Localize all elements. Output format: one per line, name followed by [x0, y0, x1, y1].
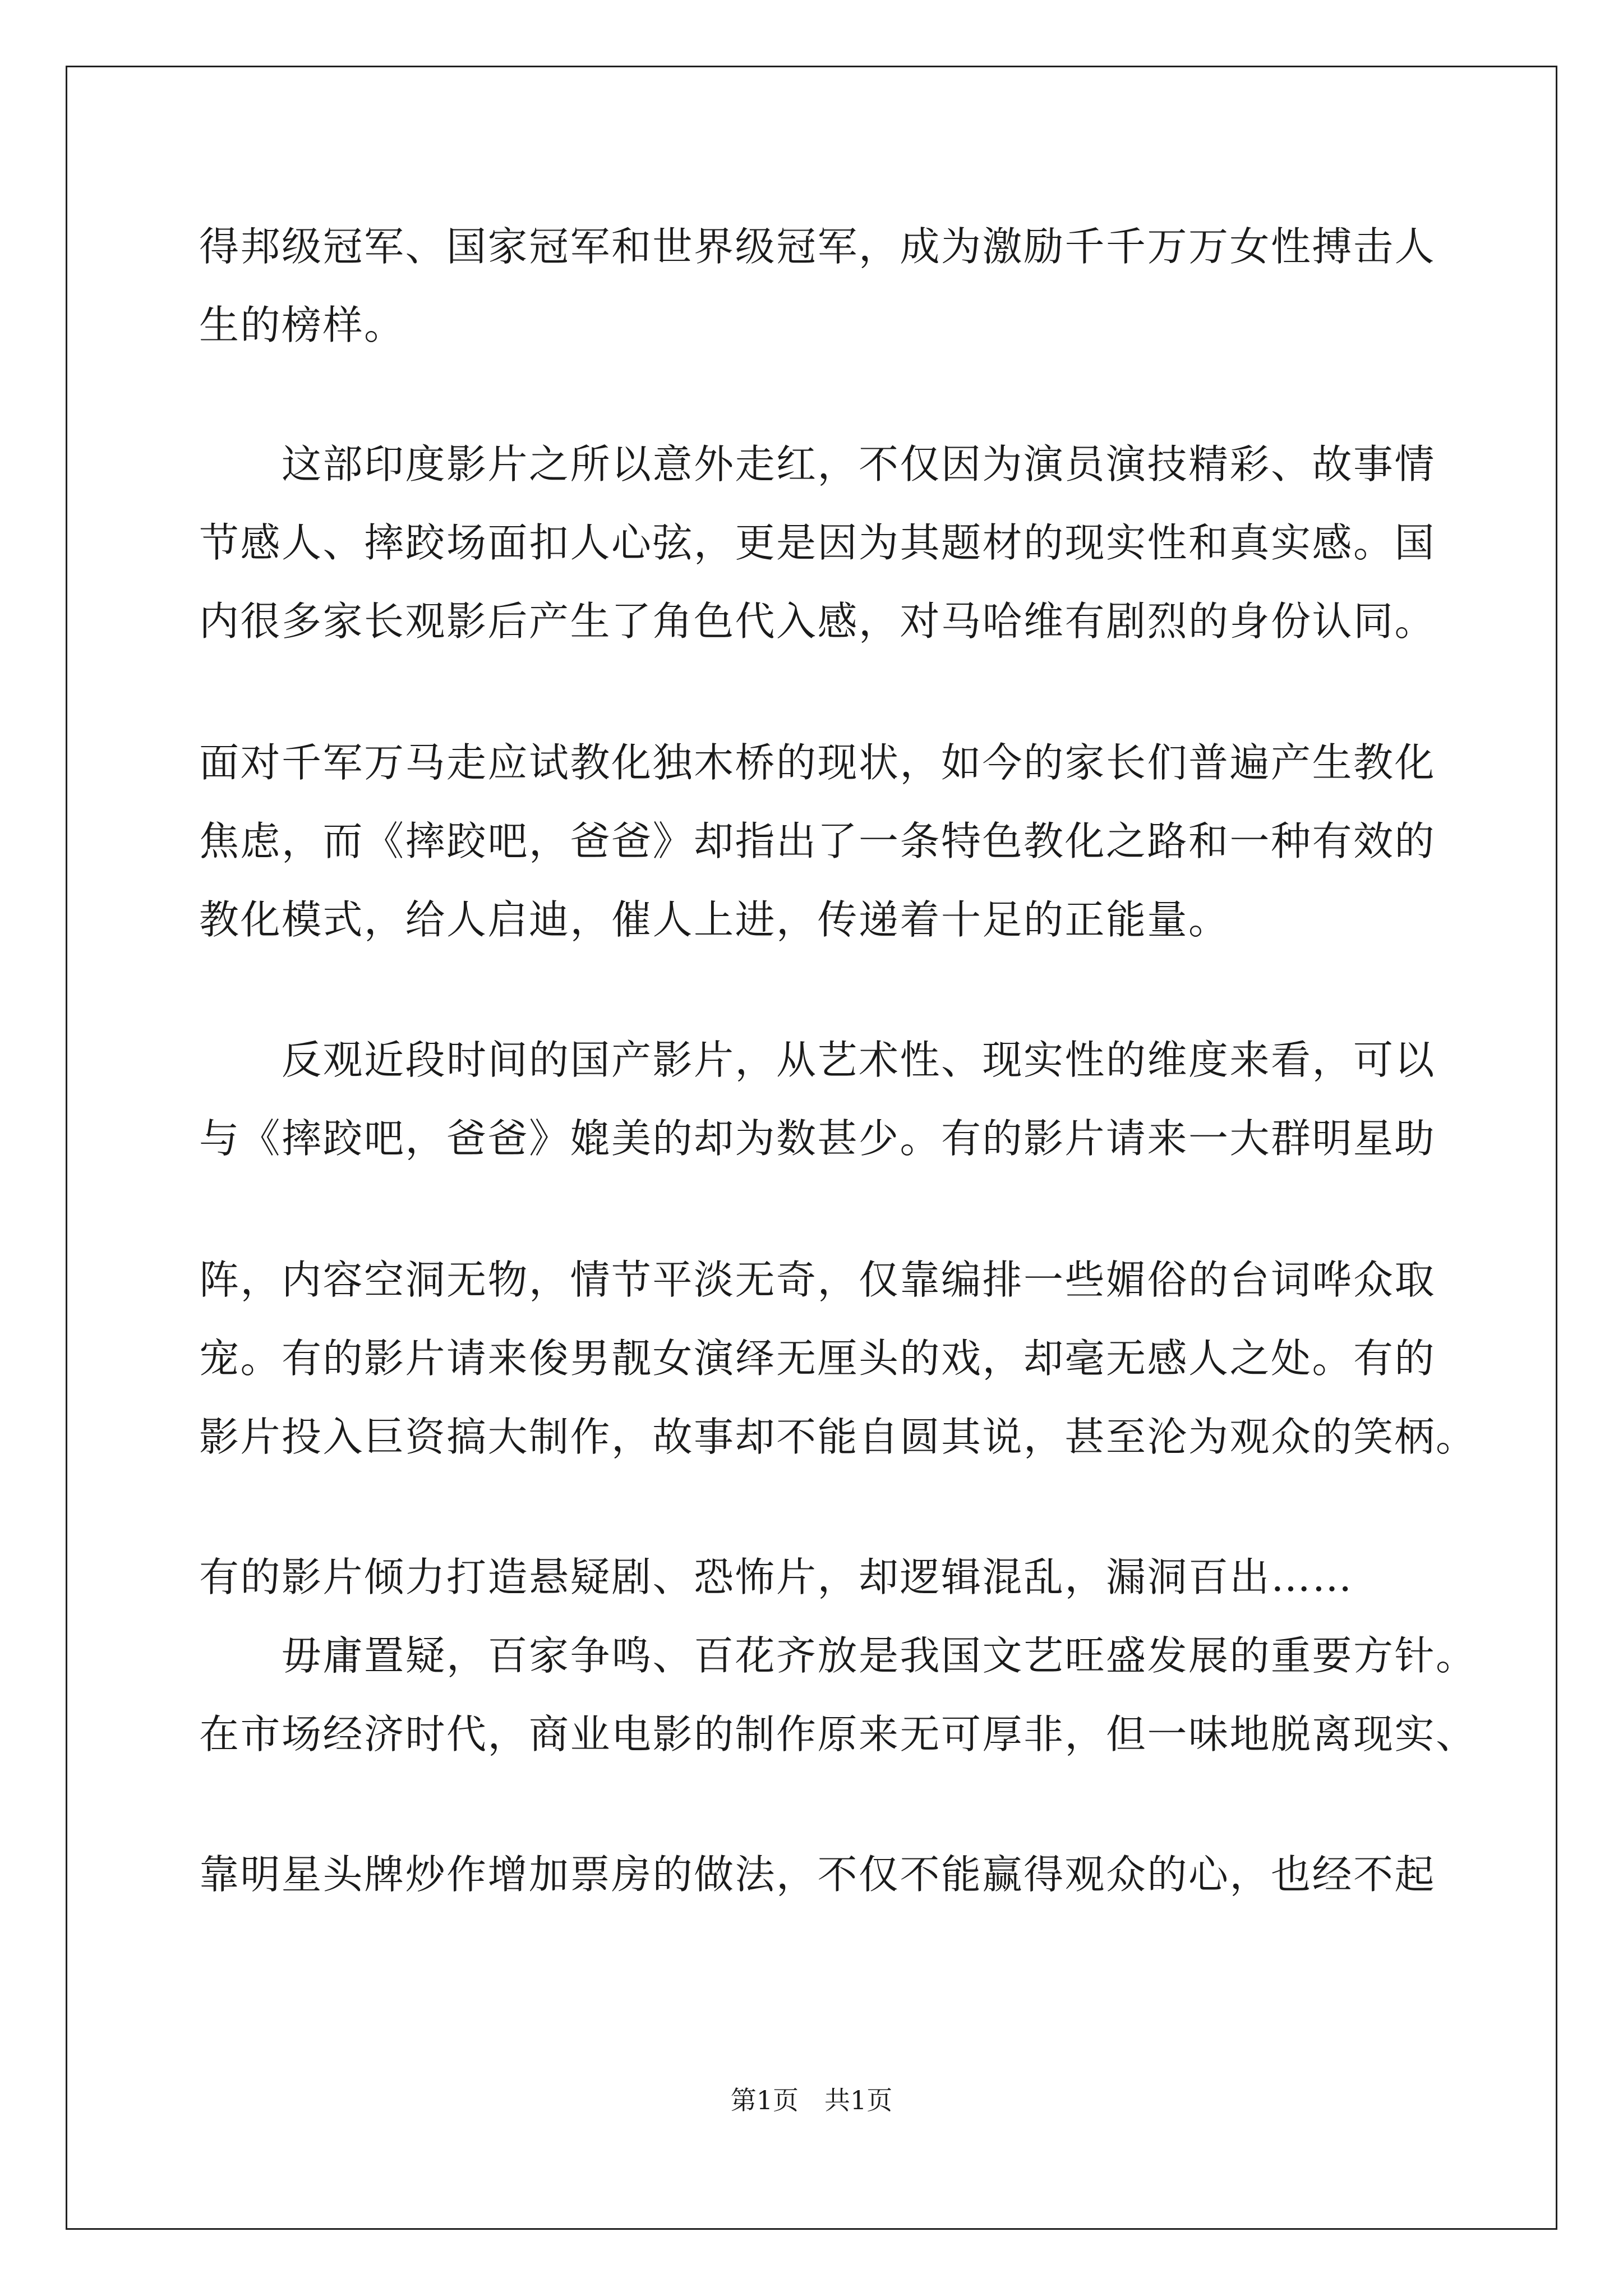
body-line: 影片投入巨资搞大制作，故事却不能自圆其说，甚至沦为观众的笑柄。 — [199, 1414, 1477, 1460]
body-line: 节感人、摔跤场面扣人心弦，更是因为其题材的现实性和真实感。国 — [199, 519, 1436, 566]
body-line: 反观近段时间的国产影片，从艺术性、现实性的维度来看，可以 — [199, 1037, 1436, 1083]
body-line: 宠。有的影片请来俊男靓女演绎无厘头的戏，却毫无感人之处。有的 — [199, 1335, 1436, 1382]
body-line: 与《摔跤吧，爸爸》媲美的却为数甚少。有的影片请来一大群明星助 — [199, 1115, 1436, 1162]
body-line: 焦虑，而《摔跤吧，爸爸》却指出了一条特色教化之路和一种有效的 — [199, 818, 1436, 864]
page-footer: 第1页 共1页 — [730, 2085, 893, 2115]
body-line: 在市场经济时代，商业电影的制作原来无可厚非，但一味地脱离现实、 — [199, 1711, 1477, 1757]
body-line: 内很多家长观影后产生了角色代入感，对马哈维有剧烈的身份认同。 — [199, 598, 1436, 645]
body-line: 教化模式，给人启迪，催人上进，传递着十足的正能量。 — [199, 896, 1230, 943]
body-line: 面对千军万马走应试教化独木桥的现状，如今的家长们普遍产生教化 — [199, 739, 1436, 786]
body-line: 阵，内容空洞无物，情节平淡无奇，仅靠编排一些媚俗的台词哗众取 — [199, 1257, 1436, 1303]
body-line: 有的影片倾力打造悬疑剧、恐怖片，却逻辑混乱，漏洞百出…… — [199, 1554, 1354, 1600]
body-line: 这部印度影片之所以意外走红，不仅因为演员演技精彩、故事情 — [199, 441, 1436, 487]
body-line: 生的榜样。 — [199, 302, 405, 348]
body-line: 毋庸置疑，百家争鸣、百花齐放是我国文艺旺盛发展的重要方针。 — [199, 1632, 1477, 1679]
body-line: 靠明星头牌炒作增加票房的做法，不仅不能赢得观众的心，也经不起 — [199, 1851, 1436, 1898]
body-line: 得邦级冠军、国家冠军和世界级冠军，成为激励千千万万女性搏击人 — [199, 223, 1436, 270]
